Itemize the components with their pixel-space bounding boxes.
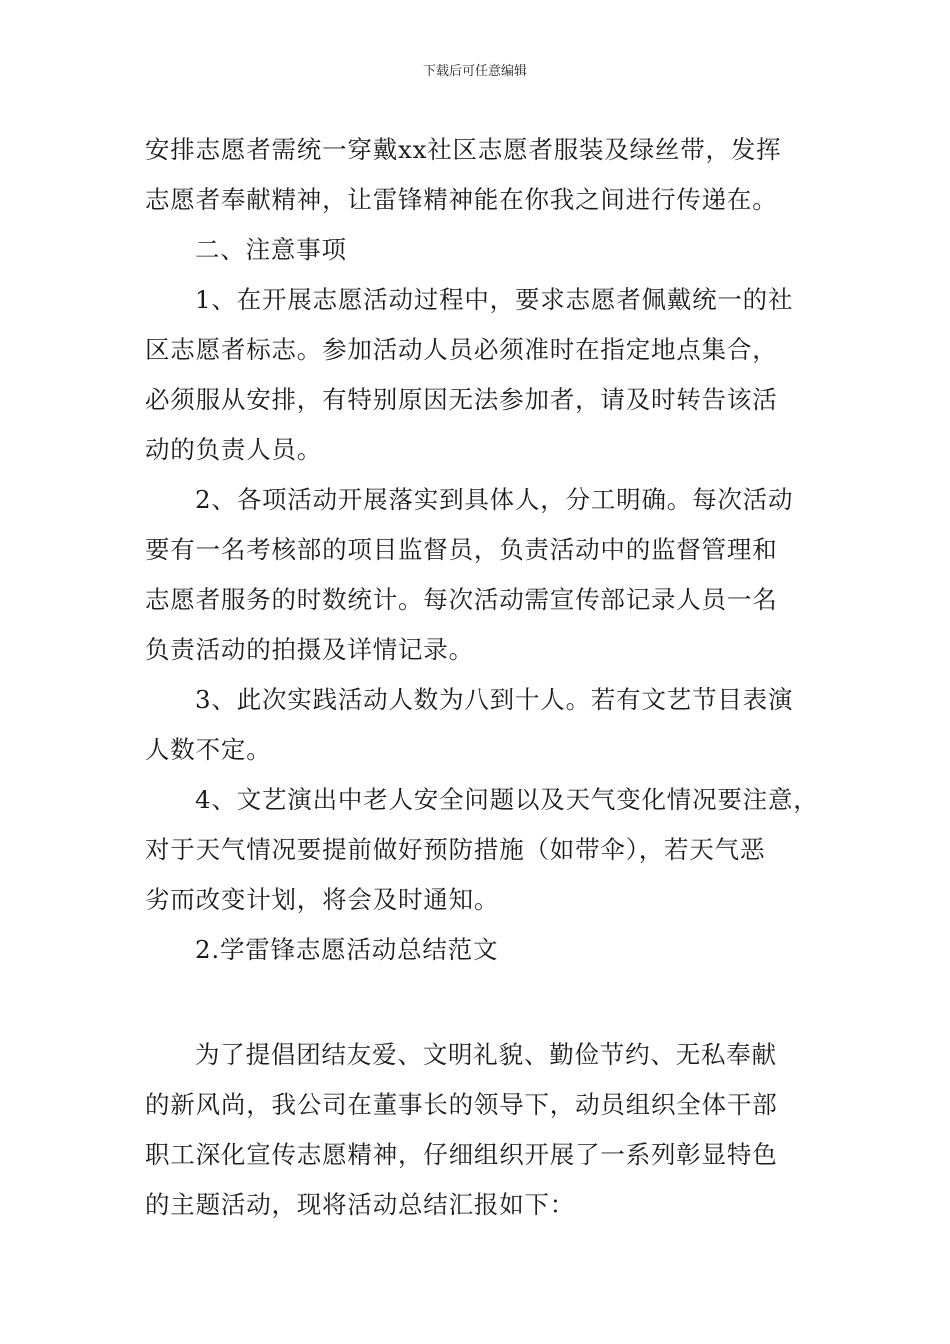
body-line: 安排志愿者需统一穿戴xx社区志愿者服装及绿丝带，发挥 bbox=[145, 135, 782, 164]
body-line: 负责活动的拍摄及详情记录。 bbox=[145, 635, 474, 664]
section-heading: 2.学雷锋志愿活动总结范文 bbox=[195, 935, 499, 964]
body-line: 志愿者服务的时数统计。每次活动需宣传部记录人员一名 bbox=[145, 585, 778, 614]
body-line: 要有一名考核部的项目监督员，负责活动中的监督管理和 bbox=[145, 535, 778, 564]
section-heading: 二、注意事项 bbox=[195, 235, 347, 264]
body-line: 动的负责人员。 bbox=[145, 435, 323, 464]
body-line: 的主题活动，现将活动总结汇报如下： bbox=[145, 1190, 576, 1219]
body-line: 劣而改变计划，将会及时通知。 bbox=[145, 885, 500, 914]
body-line: 职工深化宣传志愿精神，仔细组织开展了一系列彰显特色 bbox=[145, 1140, 778, 1169]
body-line: 必须服从安排，有特别原因无法参加者，请及时转告该活 bbox=[145, 385, 778, 414]
body-line: 2、各项活动开展落实到具体人，分工明确。每次活动 bbox=[195, 485, 794, 514]
body-line: 对于天气情况要提前做好预防措施（如带伞），若天气恶 bbox=[145, 835, 766, 864]
body-line: 1、在开展志愿活动过程中，要求志愿者佩戴统一的社 bbox=[195, 285, 794, 314]
body-line: 区志愿者标志。参加活动人员必须准时在指定地点集合， bbox=[145, 335, 778, 364]
body-line: 人数不定。 bbox=[145, 735, 272, 764]
page-header-note: 下载后可任意编辑 bbox=[422, 64, 527, 79]
body-line: 的新风尚，我公司在董事长的领导下，动员组织全体干部 bbox=[145, 1090, 778, 1119]
body-line: 为了提倡团结友爱、文明礼貌、勤俭节约、无私奉献 bbox=[195, 1040, 777, 1069]
body-line: 3、此次实践活动人数为八到十人。若有文艺节目表演 bbox=[195, 685, 794, 714]
body-line: 4、文艺演出中老人安全问题以及天气变化情况要注意， bbox=[195, 785, 819, 814]
body-line: 志愿者奉献精神，让雷锋精神能在你我之间进行传递在。 bbox=[145, 185, 778, 214]
